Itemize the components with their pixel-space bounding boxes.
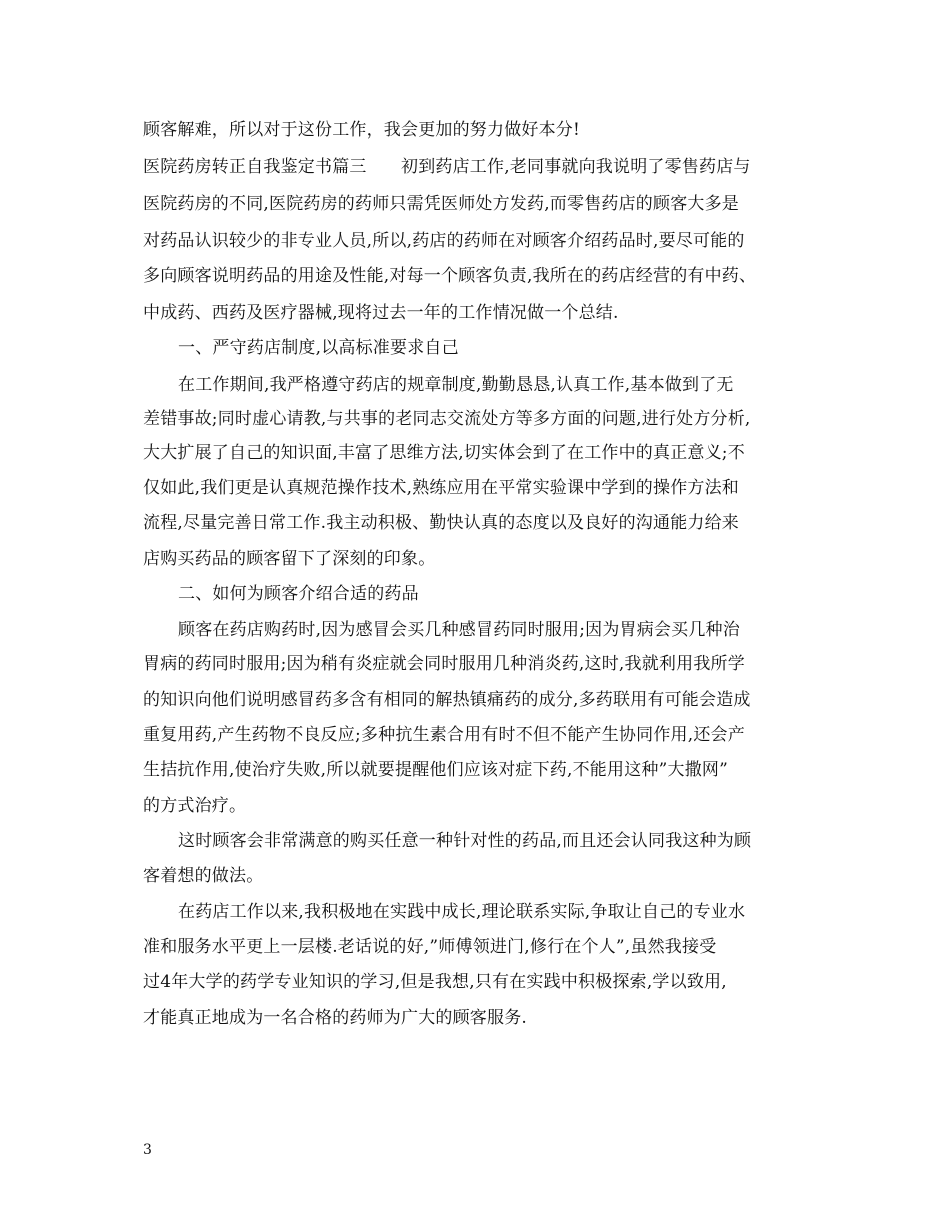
text-line: 中成药、西药及医疗器械,现将过去一年的工作情况做一个总结. [143,303,619,323]
text-line: 顾客解难，所以对于这份工作，我会更加的努力做好本分! [143,120,581,140]
text-line: 仅如此,我们更是认真规范操作技术,熟练应用在平常实验课中学到的操作方法和 [143,478,740,498]
section-heading-line: 医院药房转正自我鉴定书篇三 初到药店工作,老同事就向我说明了零售药店与 [143,157,751,177]
text-line: 流程,尽量完善日常工作.我主动积极、勤快认真的态度以及良好的沟通能力给来 [143,513,740,533]
subheading-2: 二、如何为顾客介绍合适的药品 [178,584,419,604]
text-line: 在工作期间,我严格遵守药店的规章制度,勤勤恳恳,认真工作,基本做到了无 [178,375,734,395]
text-line: 医院药房的不同,医院药房的药师只需凭医师处方发药,而零售药店的顾客大多是 [143,194,740,214]
text-line: 重复用药,产生药物不良反应;多种抗生素合用有时不但不能产生协同作用,还会产 [143,725,745,745]
page-number: 3 [143,1142,152,1158]
subheading-1: 一、严守药店制度,以高标准要求自己 [178,338,459,358]
text-line: 对药品认识较少的非专业人员,所以,药店的药师在对顾客介绍药品时,要尽可能的 [143,231,745,251]
text-line: 的方式治疗。 [143,796,247,816]
text-line: 多向顾客说明药品的用途及性能,对每一个顾客负责,我所在的药店经营的有中药、 [143,266,757,286]
text-line: 差错事故;同时虚心请教,与共事的老同志交流处方等多方面的问题,进行处方分析, [143,409,751,429]
text-line: 的知识向他们说明感冒药多含有相同的解热镇痛药的成分,多药联用有可能会造成 [143,690,751,710]
text-line: 生拮抗作用,使治疗失败,所以就要提醒他们应该对症下药,不能用这种”大撒网” [143,760,728,780]
text-line: 店购买药品的顾客留下了深刻的印象。 [143,549,436,569]
text-line: 大大扩展了自己的知识面,丰富了思维方法,切实体会到了在工作中的真正意义;不 [143,443,745,463]
text-line: 这时顾客会非常满意的购买任意一种针对性的药品,而且还会认同我这种为顾 [178,831,752,851]
text-line: 胃病的药同时服用;因为稍有炎症就会同时服用几种消炎药,这时,我就利用我所学 [143,654,745,674]
text-line: 才能真正地成为一名合格的药师为广大的顾客服务. [143,1008,528,1028]
text-line: 过4年大学的药学专业知识的学习,但是我想,只有在实践中积极探索,学以致用, [143,972,727,992]
text-line: 客着想的做法。 [143,866,264,886]
text-line: 在药店工作以来,我积极地在实践中成长,理论联系实际,争取让自己的专业水 [178,902,746,922]
text-line: 顾客在药店购药时,因为感冒会买几种感冒药同时服用;因为胃病会买几种治 [178,620,740,640]
text-line: 准和服务水平更上一层楼.老话说的好,”师傅领进门,修行在个人”,虽然我接受 [143,937,717,957]
